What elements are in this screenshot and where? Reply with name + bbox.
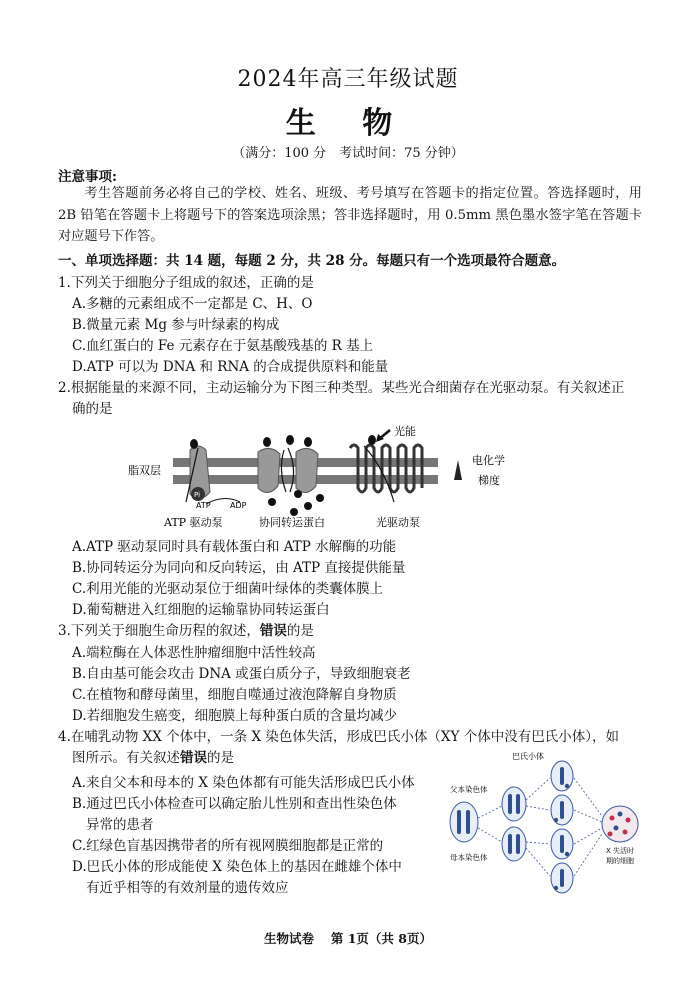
q2-option-c: C.利用光能的光驱动泵位于细菌叶绿体的类囊体膜上	[72, 581, 384, 597]
mosaic-dot-3	[626, 818, 631, 823]
q2-stem-line1: 2.根据能量的来源不同，主动运输分为下图三种类型。某些光合细菌存在光驱动泵。有关叙述正	[58, 380, 625, 396]
mosaic-dot-1	[610, 816, 615, 821]
mosaic-cell	[602, 806, 638, 842]
atp-pump-solute	[190, 439, 198, 449]
exam-info: （满分：100 分 考试时间：75 分钟）	[232, 146, 464, 161]
chromosome-x-maternal	[466, 810, 470, 834]
gradient-label-2: 梯度	[478, 474, 500, 487]
q3-stem-pre: 3.下列关于细胞生命历程的叙述，	[58, 623, 260, 639]
q3-option-a: A.端粒酶在人体恶性肿瘤细胞中活性较高	[72, 645, 316, 661]
gradient-label-1: 电化学	[472, 454, 505, 467]
chromosome-right-1	[560, 767, 564, 785]
q3-stem-post: 的是	[286, 623, 314, 639]
page-footer: 生物试卷 第 1页（共 8页）	[264, 931, 432, 946]
q4-stem-line1: 4.在哺乳动物 XX 个体中，一条 X 染色体失活，形成巴氏小体（XY 个体中没有巴氏小体），如	[58, 729, 619, 745]
inactivation-label-2: 期的细胞	[606, 857, 634, 865]
barr-body-3	[565, 852, 569, 856]
q1-option-c: C.血红蛋白的 Fe 元素存在于氨基酸残基的 R 基上	[72, 338, 374, 354]
q4-stem-post: 的是	[207, 750, 234, 766]
exam-title: 2024年高三年级试题	[237, 67, 459, 92]
chromosome-x-paternal	[457, 810, 461, 834]
maternal-label: 母本染色体	[450, 853, 488, 862]
q2-option-d: D.葡萄糖进入红细胞的运输靠协同转运蛋白	[72, 602, 330, 618]
cell-mid-1	[502, 787, 526, 821]
light-label: 光能	[394, 425, 416, 438]
symporter-protein	[258, 448, 280, 492]
cell-mid-2	[502, 827, 526, 861]
barr-body-4	[554, 886, 558, 890]
q4-option-a: A.来自父本和母本的 X 染色体都有可能失活形成巴氏小体	[72, 775, 415, 791]
cotransport-ion-3	[304, 502, 312, 510]
notice-text: 考生答题前务必将自己的学校、姓名、班级、考号填写在答题卡的指定位置。答选择题时，用 2B 铅笔在答题卡上将题号下的答案选项涂黑；答非选择题时，用 0.5mm 黑色墨水签字笔在答题卡对应题号下作答。	[58, 186, 642, 244]
paternal-label: 父本染色体	[450, 785, 488, 794]
inactivation-label-1: X 失活时	[606, 847, 635, 855]
mosaic-dot-2	[618, 812, 623, 817]
cotransport-solute-3	[304, 437, 312, 447]
light-pump-label: 光驱动泵	[376, 516, 420, 529]
q4-stem-emphasis: 错误	[180, 750, 207, 766]
q1-option-a: A.多糖的元素组成不一定都是 C、H、O	[72, 296, 313, 312]
light-pump-helix	[350, 445, 422, 492]
cotransport-ion-4	[316, 494, 324, 502]
barr-body-2	[554, 818, 558, 822]
cotransport-ion-5	[290, 508, 298, 516]
lipid-bilayer-label: 脂双层	[128, 464, 161, 477]
q3-option-b: B.自由基可能会攻击 DNA 或蛋白质分子，导致细胞衰老	[72, 666, 411, 682]
gradient-icon	[454, 460, 462, 480]
q1-stem: 1.下列关于细胞分子组成的叙述，正确的是	[58, 275, 314, 291]
section-heading: 一、单项选择题：共 14 题，每题 2 分，共 28 分。每题只有一个选项最符合题意。	[58, 253, 566, 269]
light-pump-solute	[368, 435, 376, 445]
q1-option-d: D.ATP 可以为 DNA 和 RNA 的合成提供原料和能量	[72, 359, 389, 375]
notice-heading: 注意事项:	[58, 169, 117, 185]
cotransport-ion-2	[294, 490, 302, 498]
q3-option-c: C.在植物和酵母菌里，细胞自噬通过液泡降解自身物质	[72, 687, 397, 703]
subject-title: 生 物	[285, 106, 411, 141]
barr-body-diagram	[440, 748, 650, 898]
q3-option-d: D.若细胞发生癌变，细胞膜上每种蛋白质的含量均减少	[72, 708, 398, 724]
q2-option-b: B.协同转运分为同向和反向转运，由 ATP 直接提供能量	[72, 560, 406, 576]
antiporter-protein	[296, 448, 318, 492]
cotransport-solute-2	[286, 435, 294, 445]
q4-option-d-line2: 有近乎相等的有效剂量的遗传效应	[86, 880, 289, 896]
chromosome-mid-2a	[508, 834, 512, 854]
chromosome-mid-1b	[516, 794, 520, 814]
barr-body-1	[565, 784, 569, 788]
cotransport-arrow-1	[281, 450, 286, 492]
mosaic-dot-5	[623, 830, 628, 835]
zygote-cell	[450, 802, 478, 842]
cotransporter-label: 协同转运蛋白	[259, 516, 325, 529]
q2-stem-line2: 确的是	[72, 401, 113, 417]
mosaic-dot-6	[608, 832, 613, 837]
adp-label: ADP	[230, 501, 247, 510]
q4-stem-line2	[72, 746, 234, 766]
lineage-arrows	[478, 778, 602, 876]
q4-stem-pre: 图所示。有关叙述	[72, 750, 180, 766]
atp-pump-label: ATP 驱动泵	[164, 516, 223, 529]
chromosome-mid-2b	[516, 834, 520, 854]
cotransport-arrow-2	[288, 448, 294, 492]
q4-option-b-line2: 异常的患者	[86, 817, 154, 833]
q3-stem-emphasis: 错误	[259, 623, 287, 639]
barr-body-label: 巴氏小体	[512, 752, 544, 761]
atp-label: ATP	[196, 501, 211, 510]
chromosome-right-3	[560, 835, 564, 853]
chromosome-right-2	[560, 801, 564, 819]
mosaic-dot-4	[614, 826, 619, 831]
chromosome-mid-1a	[508, 794, 512, 814]
q2-option-a: A.ATP 驱动泵同时具有载体蛋白和 ATP 水解酶的功能	[72, 539, 397, 555]
q1-option-b: B.微量元素 Mg 参与叶绿素的构成	[72, 317, 280, 333]
q4-option-b-line1: B.通过巴氏小体检查可以确定胎儿性别和查出性染色体	[72, 796, 397, 812]
q4-option-c: C.红绿色盲基因携带者的所有视网膜细胞都是正常的	[72, 838, 384, 854]
transport-diagram	[128, 420, 548, 535]
chromosome-right-4	[560, 869, 564, 887]
pi-label: Pi	[194, 491, 201, 499]
q3-stem	[58, 619, 314, 639]
q4-option-d-line1: D.巴氏小体的形成能使 X 染色体上的基因在雌雄个体中	[72, 859, 402, 875]
cotransport-ion-1	[268, 498, 276, 506]
cotransport-solute-1	[263, 437, 271, 447]
